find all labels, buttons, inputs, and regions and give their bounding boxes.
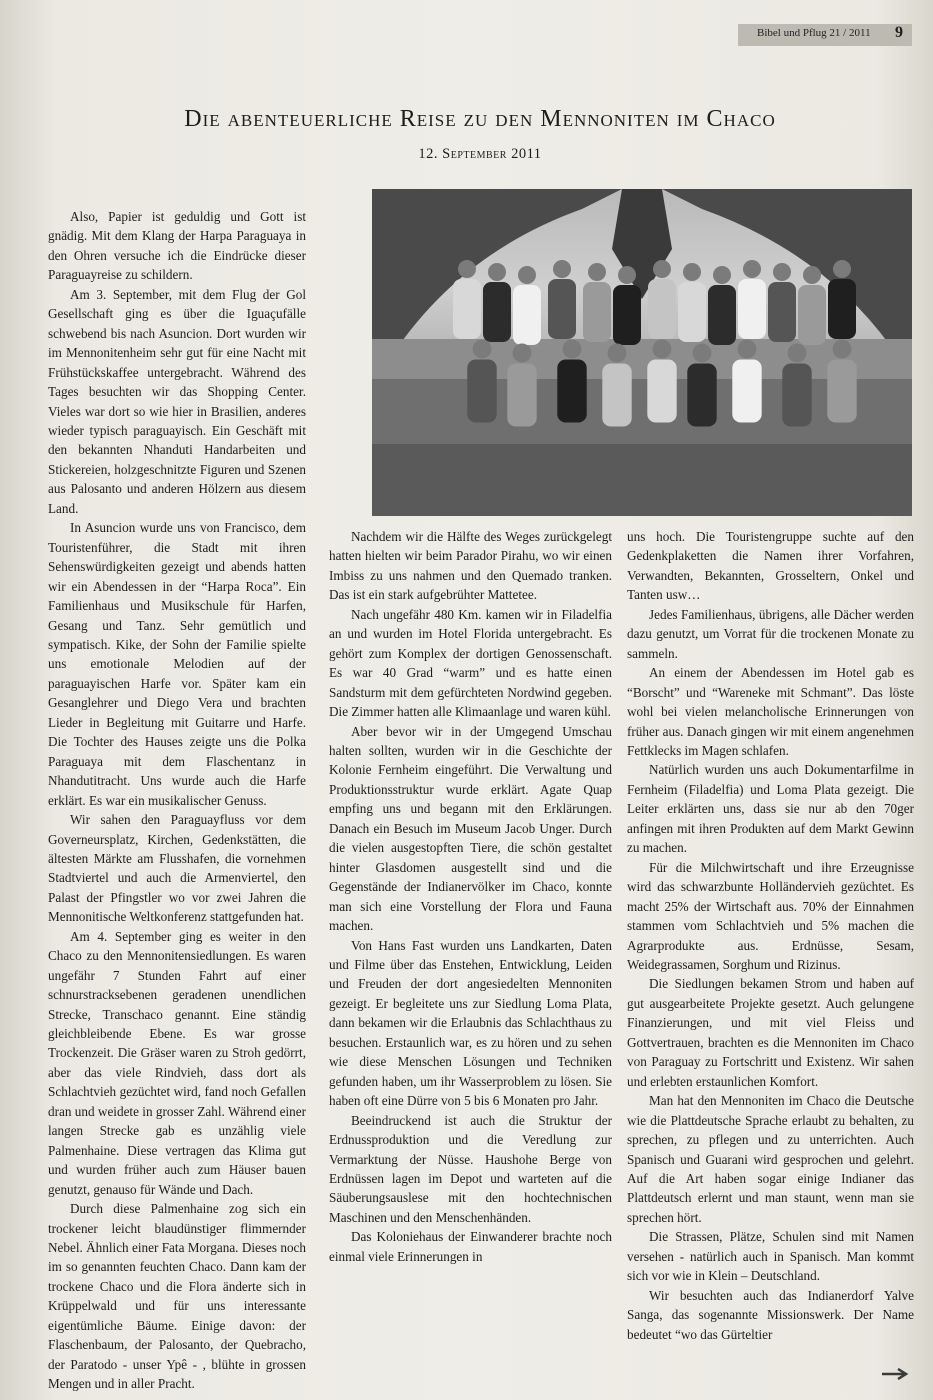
paragraph: Beeindruckend ist auch die Struktur der Erdnussproduktion und die Veredlung zur Vermarktung der Nüsse. Haushohe Berge von Erdnüssen lagen im Depot und warteten auf die Säuberungsauslese mit den hochtechnischen Maschinen und den Menschenhänden. <box>329 1112 612 1225</box>
paragraph: Also, Papier ist geduldig und Gott ist gnädig. Mit dem Klang der Harpa Paraguaya in den Ohren versuche ich die Eindrücke dieser Paraguayreise zu schildern. <box>48 209 306 283</box>
paragraph: Die Siedlungen bekamen Strom und haben auf gut ausgearbeitete Projekte gesetzt. Auch gelungene Finanzierungen, und mit viel Fleiss und Gottvertrauen, brachten es die Mennoniten im Chaco von Paraguay zu Fortschritt und Existenz. Wir sahen und erlebten erstaunlichen Komfort. <box>627 976 914 1089</box>
person-body <box>648 279 676 339</box>
person-body <box>583 282 611 342</box>
person-body <box>548 279 576 339</box>
paragraph: Das Koloniehaus der Einwanderer brachte noch einmal viele Erinnerungen in <box>329 1229 612 1264</box>
person-head <box>653 340 672 359</box>
person-head <box>773 263 791 281</box>
person-body <box>738 279 766 339</box>
person-head <box>683 263 701 281</box>
steps <box>372 444 912 516</box>
person-body <box>557 360 586 423</box>
person-head <box>738 340 757 359</box>
column-middle <box>329 527 612 1266</box>
person-head <box>608 344 627 363</box>
paragraph: Man hat den Mennoniten im Chaco die Deutsche wie die Plattdeutsche Sprache erlaubt zu behalten, zu sprechen, zu pflegen und zu unterrichten. Auch Spanisch und Guarani wird gesprochen und gelehrt. Auf die Art haben sogar einige Indianer das Plattdeutsch erlernt und man staunt, wenn man sie sprechen hört. <box>627 1093 914 1225</box>
paragraph: Jedes Familienhaus, übrigens, alle Dächer werden dazu genutzt, um Vorrat für die trockenen Monate zu sammeln. <box>627 606 914 661</box>
person-head <box>618 266 636 284</box>
group-photo-drawing <box>372 189 912 516</box>
column-right <box>627 527 914 1344</box>
person-head <box>513 344 532 363</box>
person-head <box>693 344 712 363</box>
person-body <box>647 360 676 423</box>
paragraph: An einem der Abendessen im Hotel gab es “Borscht” und “Wareneke mit Schmant”. Das löste wohl bei vielen melancholische Erinnerungen von früher aus. Danach gingen wir mit einem angenehmen Fettklecks im Magen schlafen. <box>627 665 914 758</box>
person-body <box>828 279 856 339</box>
person-head <box>833 260 851 278</box>
paragraph: Wir besuchten auch das Indianerdorf Yalve Sanga, das sogenannte Missionswerk. Der Name bedeutet “wo das Gürteltier <box>627 1287 914 1342</box>
paragraph: Die Strassen, Plätze, Schulen sind mit Namen versehen - natürlich auch in Spanisch. Man kommt sich vor wie in Klein – Deutschland. <box>627 1229 914 1284</box>
page-number: 9 <box>895 24 903 41</box>
paragraph: Von Hans Fast wurden uns Landkarten, Daten und Filme über das Enstehen, Entwicklung, Leiden und Freuden der dort angesiedelten Mennoniten gezeigt. Er begleitete uns zur Siedlung Loma Plata, dann bekamen wir die Erlaubnis das Schlachthaus zu besuchen. Erstaunlich war, es zu hören und zu sehen wie diese Menschen Lösungen und Techniken gefunden haben, um ihr Wasserproblem zu lösen. Sie haben oft eine Dürre von 5 bis 6 Monaten pro Jahr. <box>329 937 612 1109</box>
person-head <box>743 260 761 278</box>
person-body <box>782 364 811 427</box>
person-body <box>687 364 716 427</box>
journal-header: Bibel und Pflug 21 / 2011 <box>757 27 871 39</box>
person-head <box>553 260 571 278</box>
paragraph: Am 4. September ging es weiter in den Chaco zu den Mennonitensiedlungen. Es waren ungefähr 7 Stunden Fahrt auf einer schnurstracksebenen geradenen unendlichen Strecke, Transchaco genannt. Eine ständig gleichbleibende Ebene. Es war grosse Trockenzeit. Die Gräser waren zu Stroh gedörrt, aber das viele Rindvieh, dass dort als Schlachtvieh gezüchtet wird, fand noch Gefallen dran und weidete in grosser Zahl. Während einer langen Strecke gab es unzählig viele Palmenhaine. Diese vertragen das Klima gut und wurden früher auch zum Häuser bauen genutzt, genauso für Wände und Dach. <box>48 928 306 1197</box>
person-body <box>732 360 761 423</box>
person-body <box>768 282 796 342</box>
person-head <box>588 263 606 281</box>
person-head <box>833 340 852 359</box>
person-head <box>803 266 821 284</box>
person-body <box>613 285 641 345</box>
paragraph: Für die Milchwirtschaft und ihre Erzeugnisse wird das schwarzbunte Holländervieh gezüchtet. Es macht 25% der Wirtschaft aus. 70% der Einnahmen stammen vom Schlachtvieh und 5% machen die Agrarprodukte aus. Erdnüsse, Sesam, Weidegrassamen, Sorghum und Rizinus. <box>627 859 914 972</box>
person-body <box>507 364 536 427</box>
paragraph: Natürlich wurden uns auch Dokumentarfilme in Fernheim (Filadelfia) und Loma Plata gezeigt. Die Leiter erklärten uns, dass sie nur ab den 70ger anfingen mit ihren Produkten auf dem Markt Gewinn zu machen. <box>627 762 914 856</box>
article-title: Die abenteuerliche Reise zu den Mennoniten im Chaco <box>184 106 776 132</box>
paragraph: Aber bevor wir in der Umgegend Umschau halten sollten, wurden wir in die Geschichte der Kolonie Fernheim eingeführt. Die Verwaltung und Produktionsstruktur wurde erklärt. Agate Quap empfing uns und begann mit den Erklärungen. Danach ein Besuch im Museum Jacob Unger. Durch die vielen ausgestopften Tiere, die schön gestaltet hinter Glasdomen ausgestellt sind und die Gegenstände der Indianervölker im Chaco, konnte man sich eine Vorstellung der Flora und Fauna machen. <box>329 723 612 934</box>
paragraph: Wir sahen den Paraguayfluss vor dem Governeursplatz, Kirchen, Gedenkstätten, die ältesten Märkte am Flusshafen, die vornehmen Stadtviertel und auch die Armenviertel, den Palast der Pfingstler wo vor zwei Jahren die Mennonitische Weltkonferenz stattgefunden hat. <box>48 812 306 925</box>
paragraph: Durch diese Palmenhaine zog sich ein trockener leicht blaudünstiger flimmernder Nebel. Ähnlich einer Fata Morgana. Dieses noch im so genannten feuchten Chaco. Dann kam der trockene Chaco und die Flora änderte sich in Krüppelwald und für uns interessante eigentümliche Bäume. Einige davon: der Flaschenbaum, der Palosanto, der Quebracho, der Paratodo - unser Ypê - , blühte in grossen Mengen und in aller Pracht. <box>48 1201 306 1392</box>
person-head <box>713 266 731 284</box>
person-head <box>563 340 582 359</box>
person-body <box>798 285 826 345</box>
person-head <box>458 260 476 278</box>
person-body <box>483 282 511 342</box>
paragraph: Am 3. September, mit dem Flug der Gol Gesellschaft ging es über die Iguaçufälle schwebend bis nach Asuncion. Dort wurden wir im Mennonitenheim sehr gut für eine Nacht mit Frühstückskaffee untergebracht. Während des Tages besuchten wir das Shopping Center. Vieles war dort so wie hier in Brasilien, anderes wieder typisch paraguayisch. Ein Geschäft mit den bekannten Nhanduti Handarbeiten und Stickereien, holzgeschnitzte Figuren und Szenen aus Palosanto und anderen Hölzern aus diesem Land. <box>48 286 306 516</box>
person-head <box>788 344 807 363</box>
paragraph: Nachdem wir die Hälfte des Weges zurückgelegt hatten hielten wir beim Parador Pirahu, wo wir einen Imbiss zu uns nahmen und den Quemado tranken. Das ist ein stark aufgebrühter Mattetee. <box>329 529 612 603</box>
continue-arrow-icon <box>882 1368 912 1380</box>
person-body <box>708 285 736 345</box>
column-left <box>48 207 306 1394</box>
person-head <box>518 266 536 284</box>
paragraph: In Asuncion wurde uns von Francisco, dem Touristenführer, die Stadt mit ihren Sehenswürdigkeiten gezeigt und abends hatten wir ein Abendessen in der “Harpa Roca”. Ein Familienhaus und Musikschule für Harfen, Gesang und Tanz. Sehr gemütlich und sympatisch. Kike, der Sohn der Familie spielte uns emotionale Melodien auf der paraguayischen Harfe vor. Später kam ein Gesanglehrer und Diego Vera und brachten Lieder in Begleitung mit Guitarre und Harfe. Die Tochter des Hauses zeigte uns die Polka Paraguaya mit dem Flaschentanz in Nhandutitracht. Uns wurde auch die Harfe erklärt. Es war ein musikalischer Genuss. <box>48 520 306 808</box>
person-body <box>827 360 856 423</box>
person-body <box>453 279 481 339</box>
person-head <box>488 263 506 281</box>
paragraph: Nach ungefähr 480 Km. kamen wir in Filadelfia an und wurden im Hotel Florida untergebracht. Es gehört zum Komplex der dortigen Genossenschaft. Es war 40 Grad “warm” und es hatte einen Sandsturm mit dem gefürchteten Nordwind gegeben. Die Zimmer hatten alle Klimaanlage und waren kühl. <box>329 606 612 720</box>
person-body <box>467 360 496 423</box>
group-photo <box>372 189 912 516</box>
person-body <box>513 285 541 345</box>
person-head <box>653 260 671 278</box>
person-body <box>602 364 631 427</box>
person-head <box>473 340 492 359</box>
person-body <box>678 282 706 342</box>
article-date: 12. September 2011 <box>418 146 542 162</box>
paragraph-continued: uns hoch. Die Touristengruppe suchte auf den Gedenkplaketten die Namen ihrer Vorfahren, Verwandten, Bekannten, Grosseltern, Onkel und Tanten usw… <box>627 529 914 603</box>
